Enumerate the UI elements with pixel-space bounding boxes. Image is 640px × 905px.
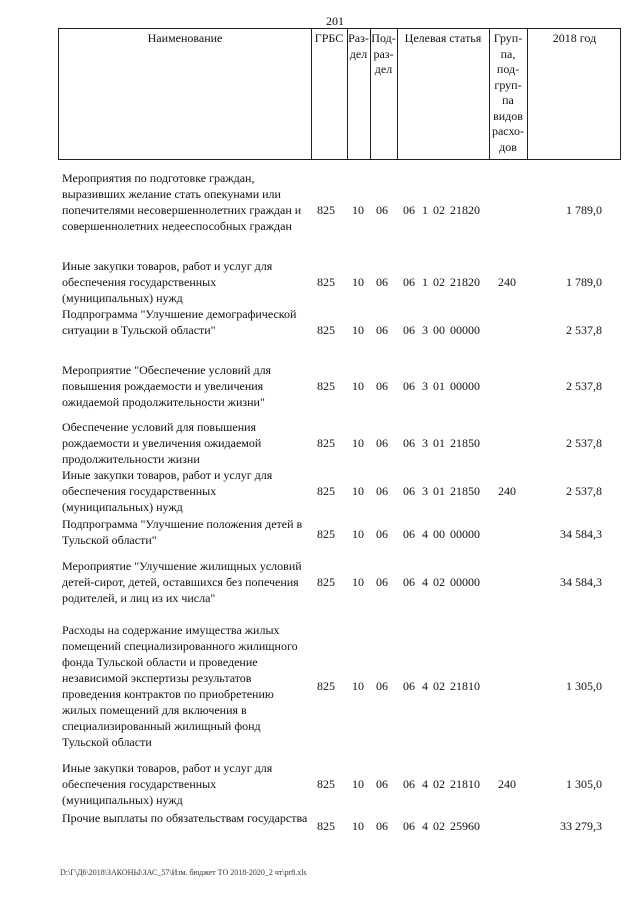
row-grbs: 825 — [317, 819, 335, 833]
row-amount: 1 305,0 — [566, 777, 602, 791]
page-number: 201 — [326, 14, 344, 28]
row-razdel: 10 — [352, 275, 364, 289]
row-target-program: 06 — [403, 275, 415, 289]
row-target-program: 06 — [403, 777, 415, 791]
row-podrazdel: 06 — [376, 379, 388, 393]
row-amount: 1 305,0 — [566, 679, 602, 693]
row-target-subprogram: 3 — [422, 484, 428, 498]
row-target-code: 21820 — [450, 203, 480, 217]
header-podrazdel: Под- раз- дел — [371, 31, 396, 76]
row-target-event: 00 — [433, 323, 445, 337]
row-vid: 240 — [498, 484, 516, 498]
row-grbs: 825 — [317, 679, 335, 693]
row-razdel: 10 — [352, 575, 364, 589]
row-vid: 240 — [498, 275, 516, 289]
row-target-program: 06 — [403, 436, 415, 450]
header-grbs: ГРБС — [314, 31, 344, 45]
header-amount: 2018 год — [552, 31, 597, 45]
row-target-event: 01 — [433, 379, 445, 393]
row-target-program: 06 — [403, 484, 415, 498]
row-target-code: 21850 — [450, 484, 480, 498]
row-grbs: 825 — [317, 379, 335, 393]
row-grbs: 825 — [317, 203, 335, 217]
row-name: Иные закупки товаров, работ и услуг для обеспечения государственных (муниципальных) нужд — [62, 468, 273, 514]
row-target-subprogram: 3 — [422, 379, 428, 393]
row-target-code: 21810 — [450, 777, 480, 791]
row-target-code: 21820 — [450, 275, 480, 289]
row-vid: 240 — [498, 777, 516, 791]
row-razdel: 10 — [352, 527, 364, 541]
row-name: Иные закупки товаров, работ и услуг для обеспечения государственных (муниципальных) нужд — [62, 761, 273, 807]
row-amount: 2 537,8 — [566, 484, 602, 498]
row-target-code: 00000 — [450, 575, 480, 589]
row-target-program: 06 — [403, 527, 415, 541]
row-grbs: 825 — [317, 275, 335, 289]
row-target-program: 06 — [403, 323, 415, 337]
row-target-code: 25960 — [450, 819, 480, 833]
row-target-event: 02 — [433, 777, 445, 791]
row-target-subprogram: 4 — [422, 679, 428, 693]
row-name: Расходы на содержание имущества жилых помещений специализированного жилищного фонда Тульской области и проведение независимой экспертизы результатов проведения контрактов по приобретению жилых помещений для включения в специализированный жилищный фонд Тульской области — [62, 623, 298, 749]
row-grbs: 825 — [317, 484, 335, 498]
row-target-subprogram: 3 — [422, 436, 428, 450]
row-target-event: 02 — [433, 275, 445, 289]
row-podrazdel: 06 — [376, 203, 388, 217]
row-amount: 1 789,0 — [566, 203, 602, 217]
row-amount: 34 584,3 — [560, 575, 602, 589]
row-razdel: 10 — [352, 484, 364, 498]
row-grbs: 825 — [317, 575, 335, 589]
row-amount: 33 279,3 — [560, 819, 602, 833]
row-target-code: 00000 — [450, 527, 480, 541]
row-podrazdel: 06 — [376, 484, 388, 498]
row-name: Мероприятия по подготовке граждан, выразивших желание стать опекунами или попечителями несовершеннолетних граждан и совершеннолетних недееспособных граждан — [62, 171, 302, 233]
row-target-program: 06 — [403, 679, 415, 693]
header-target: Целевая статья — [404, 31, 482, 45]
row-grbs: 825 — [317, 436, 335, 450]
header-vid: Груп- па, под- груп- па видов расхо- дов — [491, 31, 525, 154]
row-target-event: 02 — [433, 203, 445, 217]
row-amount: 1 789,0 — [566, 275, 602, 289]
row-target-subprogram: 4 — [422, 575, 428, 589]
row-target-code: 00000 — [450, 379, 480, 393]
row-grbs: 825 — [317, 323, 335, 337]
row-name: Мероприятие "Обеспечение условий для повышения рождаемости и увеличения ожидаемой продолжительности жизни" — [62, 363, 272, 409]
row-target-program: 06 — [403, 575, 415, 589]
row-target-program: 06 — [403, 379, 415, 393]
row-amount: 2 537,8 — [566, 323, 602, 337]
row-target-subprogram: 4 — [422, 819, 428, 833]
row-podrazdel: 06 — [376, 436, 388, 450]
row-target-subprogram: 1 — [422, 275, 428, 289]
row-name: Иные закупки товаров, работ и услуг для обеспечения государственных (муниципальных) нужд — [62, 259, 273, 305]
row-target-code: 21810 — [450, 679, 480, 693]
row-razdel: 10 — [352, 323, 364, 337]
header-razdel: Раз- дел — [348, 31, 369, 61]
row-target-program: 06 — [403, 203, 415, 217]
row-amount: 34 584,3 — [560, 527, 602, 541]
row-podrazdel: 06 — [376, 527, 388, 541]
row-podrazdel: 06 — [376, 575, 388, 589]
row-target-program: 06 — [403, 819, 415, 833]
row-grbs: 825 — [317, 527, 335, 541]
row-razdel: 10 — [352, 819, 364, 833]
row-grbs: 825 — [317, 777, 335, 791]
row-razdel: 10 — [352, 679, 364, 693]
row-name: Прочие выплаты по обязательствам государства — [62, 811, 308, 825]
row-razdel: 10 — [352, 436, 364, 450]
row-target-event: 00 — [433, 527, 445, 541]
row-podrazdel: 06 — [376, 679, 388, 693]
row-razdel: 10 — [352, 379, 364, 393]
file-path-footer: D:\Г\Д6\2018\ЗАКОНЫ\ЗАС_57\Изм. бюджет ТО 2018-2020_2 чт\pr8.xls — [60, 868, 307, 877]
row-name: Обеспечение условий для повышения рождаемости и увеличения ожидаемой продолжительности жизни — [62, 420, 262, 466]
row-target-event: 01 — [433, 484, 445, 498]
row-target-event: 02 — [433, 679, 445, 693]
row-podrazdel: 06 — [376, 777, 388, 791]
row-target-subprogram: 4 — [422, 527, 428, 541]
row-target-event: 02 — [433, 575, 445, 589]
row-razdel: 10 — [352, 777, 364, 791]
row-target-subprogram: 1 — [422, 203, 428, 217]
row-name: Подпрограмма "Улучшение положения детей в Тульской области" — [62, 517, 303, 547]
row-name: Подпрограмма "Улучшение демографической ситуации в Тульской области" — [62, 307, 297, 337]
row-target-code: 00000 — [450, 323, 480, 337]
row-podrazdel: 06 — [376, 275, 388, 289]
row-podrazdel: 06 — [376, 819, 388, 833]
row-amount: 2 537,8 — [566, 436, 602, 450]
row-amount: 2 537,8 — [566, 379, 602, 393]
row-razdel: 10 — [352, 203, 364, 217]
row-target-subprogram: 3 — [422, 323, 428, 337]
row-podrazdel: 06 — [376, 323, 388, 337]
row-target-subprogram: 4 — [422, 777, 428, 791]
row-target-event: 01 — [433, 436, 445, 450]
header-name: Наименование — [147, 31, 223, 45]
row-name: Мероприятие "Улучшение жилищных условий детей-сирот, детей, оставшихся без попечения родителей, и лиц из их числа" — [62, 559, 302, 605]
row-target-code: 21850 — [450, 436, 480, 450]
row-target-event: 02 — [433, 819, 445, 833]
